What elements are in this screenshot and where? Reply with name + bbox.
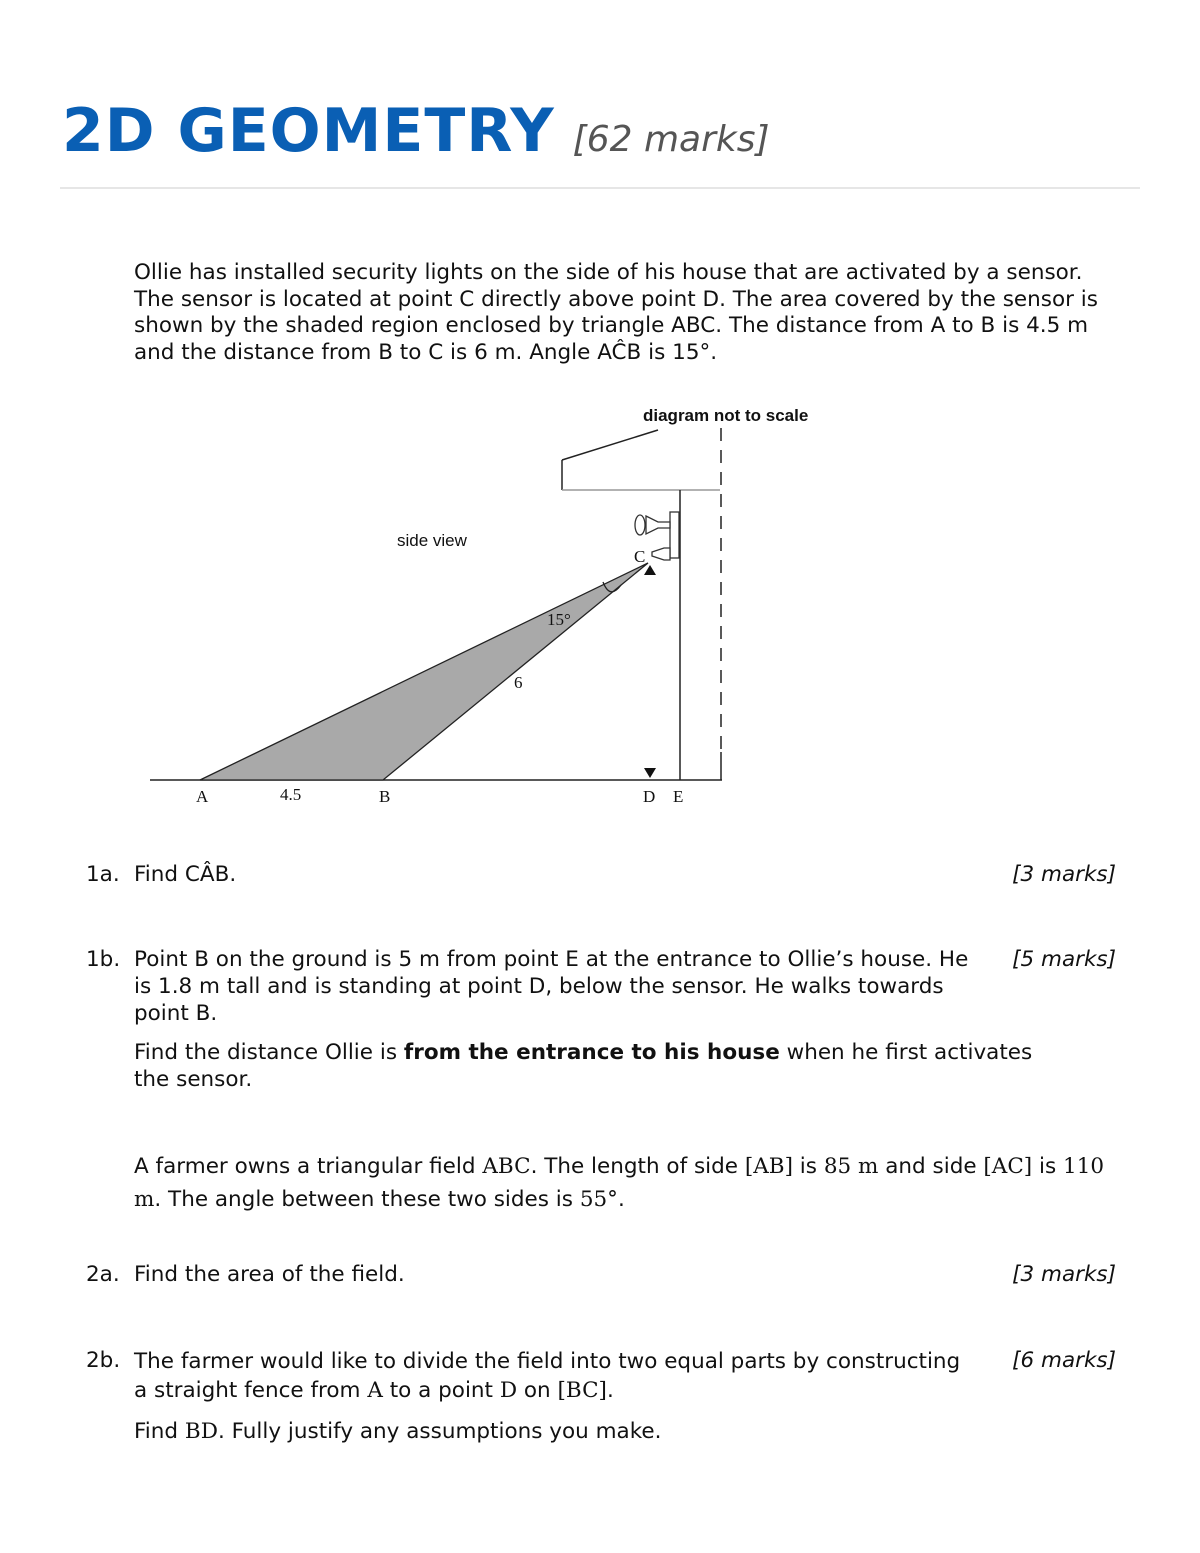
question-number: 1a. [86, 862, 120, 887]
sensor-icon [652, 548, 670, 560]
question-text: Find CÂB. [134, 862, 237, 887]
point-c-marker [644, 565, 656, 575]
page-title: 2D GEOMETRY [62, 96, 555, 166]
side-bc-label: 6 [514, 673, 523, 692]
total-marks: [62 marks] [572, 119, 770, 160]
question-marks: [5 marks] [1012, 947, 1116, 972]
side-ab-label: 4.5 [280, 785, 302, 804]
question-text: The farmer would like to divide the field into two equal parts by constructing a straight fence from A to a point D on [BC]. [134, 1349, 961, 1403]
question-marks: [6 marks] [1012, 1348, 1116, 1373]
diagram-note: diagram not to scale [643, 406, 809, 425]
point-c-label: C [634, 547, 646, 566]
sensor-coverage-triangle [200, 563, 648, 780]
question-1b-instruction: Find the distance Ollie is from the entrance to his house when he first activates the sensor. [134, 1040, 1033, 1092]
angle-label: 15° [547, 610, 571, 629]
question-text: Find the area of the field. [134, 1262, 405, 1287]
question-1-intro: Ollie has installed security lights on the side of his house that are activated by a sensor. The sensor is located at point C directly above point D. The area covered by the sensor is shown by the shaded region enclosed by triangle ABC. The distance from A to B is 4.5 m and the distance from B to C is 6 m. Angle AĈB is 15°. [134, 260, 1098, 365]
question-marks: [3 marks] [1012, 1262, 1116, 1287]
point-a-label: A [196, 787, 209, 806]
question-2-intro: A farmer owns a triangular field ABC. The length of side [AB] is 85 m and side [AC] is 110 m. The angle between these two sides is 55°. [134, 1154, 1105, 1212]
sensor-diagram [140, 400, 840, 820]
point-b-label: B [379, 787, 391, 806]
question-number: 2a. [86, 1262, 120, 1287]
header-divider [60, 187, 1140, 189]
point-d-label: D [643, 787, 656, 806]
question-marks: [3 marks] [1012, 862, 1116, 887]
question-2b-instruction: Find BD. Fully justify any assumptions you make. [134, 1419, 662, 1444]
roof [562, 430, 720, 490]
point-e-label: E [673, 787, 684, 806]
side-view-label: side view [397, 531, 467, 550]
question-number: 2b. [86, 1348, 121, 1373]
question-text: Point B on the ground is 5 m from point E at the entrance to Ollie’s house. He is 1.8 m tall and is standing at point D, below the sensor. He walks towards point B. [134, 947, 969, 1026]
point-d-marker [644, 768, 656, 778]
emphasis: from the entrance to his house [403, 1040, 780, 1065]
question-number: 1b. [86, 947, 121, 972]
page-header [62, 96, 770, 166]
